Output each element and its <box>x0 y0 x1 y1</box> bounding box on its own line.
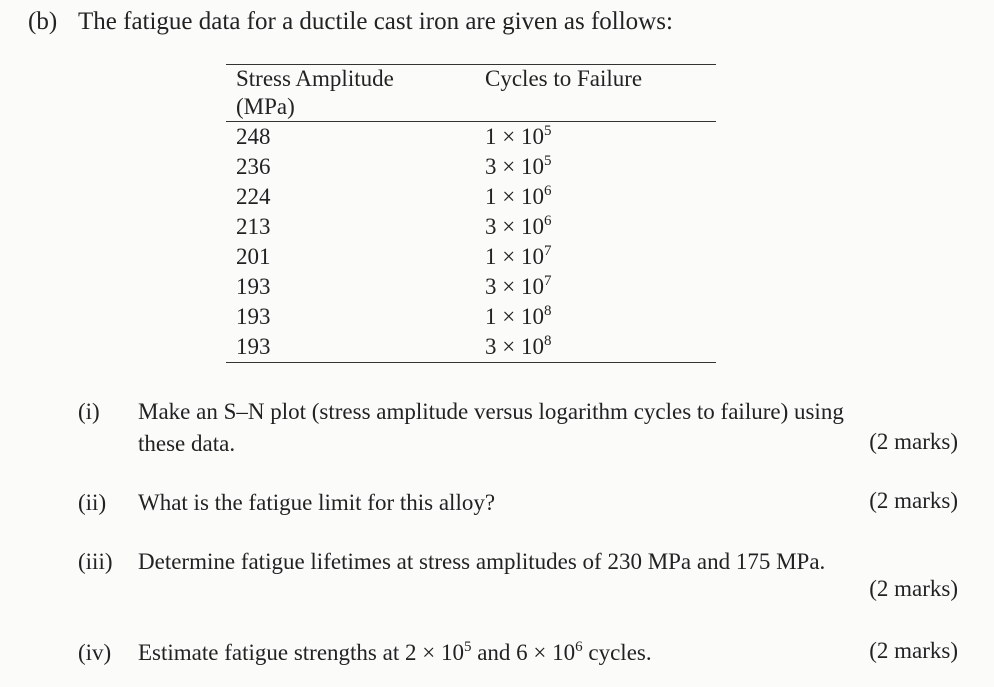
marks-iv: (2 marks) <box>869 638 958 663</box>
header-stress: Stress Amplitude (MPa) <box>236 66 394 119</box>
question-i-line2: these data. <box>138 431 236 456</box>
question-iii: (iii) Determine fatigue lifetimes at stress amplitudes of 230 MPa and 175 MPa. <box>78 549 826 574</box>
question-heading <box>28 8 673 36</box>
marks-i: (2 marks) <box>869 429 958 454</box>
table-row: 193 $3 \times 10^7$ <box>236 273 552 299</box>
table-row: 201 $1 \times 10^7$ <box>236 243 552 269</box>
table-row: 236 $3 \times 10^5$ <box>236 153 552 179</box>
header-cycles: Cycles to Failure <box>485 66 643 91</box>
heading-text: The fatigue data for a ductile cast iron are given as follows: <box>78 8 673 35</box>
part-label: (b) <box>28 8 58 35</box>
fatigue-data-table <box>226 64 716 363</box>
table-row: 213 $3 \times 10^6$ <box>236 213 552 239</box>
table-row: 224 $1 \times 10^6$ <box>236 183 552 209</box>
table-header-row <box>226 65 716 122</box>
question-ii: (ii) What is the fatigue limit for this alloy? <box>78 490 496 515</box>
marks-ii: (2 marks) <box>869 488 958 513</box>
marks-iii: (2 marks) <box>869 576 958 601</box>
table-row: 193 $3 \times 10^8$ <box>226 332 716 363</box>
table-row: 193 $1 \times 10^8$ <box>236 303 552 329</box>
question-iv: (iv) Estimate fatigue strengths at $2 \times 10^5$ and $6 \times 10^6$ cycles. <box>78 639 652 665</box>
table-row: 248 $1 \times 10^5$ <box>236 123 552 149</box>
question-i: (i) Make an S–N plot (stress amplitude versus logarithm cycles to failure) using <box>78 399 844 424</box>
